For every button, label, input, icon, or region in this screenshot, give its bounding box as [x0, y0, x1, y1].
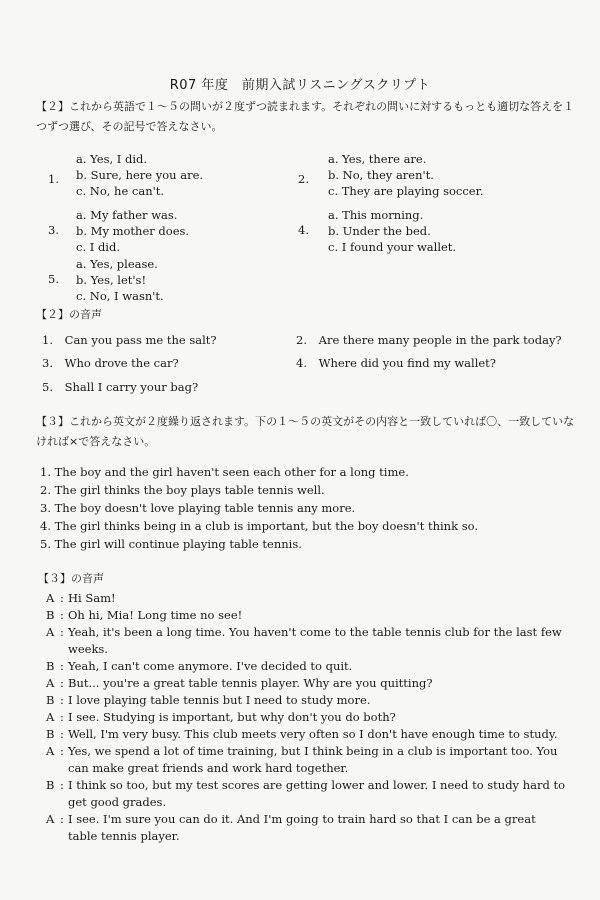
option: a. This morning.	[328, 208, 424, 222]
statement: 2. The girl thinks the boy plays table tennis well.	[40, 483, 325, 497]
option: b. Under the bed.	[328, 224, 431, 238]
section2-audio-heading: 【２】の音声	[36, 308, 102, 321]
dialogue-line: A : But... you're a great table tennis player. Why are you quitting?	[46, 676, 433, 690]
audio-line	[296, 356, 496, 370]
option: c. I did.	[76, 240, 121, 254]
statement: 1. The boy and the girl haven't seen each other for a long time.	[40, 465, 409, 479]
audio-number: 2.	[296, 333, 307, 347]
question-number: 4.	[298, 223, 309, 237]
section2-instruction: 【２】これから英語で１～５の問いが２度ずつ読まれます。それぞれの問いに対するもっとも適切な答えを１つずつ選び、その記号で答えなさい。	[36, 100, 575, 133]
audio-text: Can you pass me the salt?	[64, 333, 217, 347]
option: b. Sure, here you are.	[76, 168, 204, 182]
option: b. My mother does.	[76, 224, 190, 238]
option: c. No, I wasn't.	[76, 289, 164, 303]
section3-instruction: 【３】これから英文が２度繰り返されます。下の１～５の英文がその内容と一致していれば〇、一致していなければ×で答えなさい。	[36, 415, 575, 448]
question-options	[76, 207, 189, 255]
audio-line	[42, 380, 198, 394]
option: c. They are playing soccer.	[328, 184, 484, 198]
audio-text: Shall I carry your bag?	[64, 380, 199, 394]
dialogue-line: A : Hi Sam!	[46, 591, 116, 605]
dialogue-line: B : Well, I'm very busy. This club meets very often so I don't have enough time to study.	[46, 727, 558, 741]
dialogue-line: B : I think so too, but my test scores are getting lower and lower. I need to study hard to get good grades.	[46, 778, 566, 809]
audio-number: 1.	[42, 333, 53, 347]
option: a. Yes, I did.	[76, 152, 148, 166]
option: a. Yes, there are.	[328, 152, 427, 166]
question-options	[328, 207, 456, 255]
dialogue-line: A : Yes, we spend a lot of time training, but I think being in a club is important too. You can make great friends and work hard together.	[46, 744, 558, 775]
option: a. My father was.	[76, 208, 178, 222]
dialogue	[46, 590, 566, 845]
dialogue-line: B : I love playing table tennis but I need to study more.	[46, 693, 371, 707]
statement: 5. The girl will continue playing table tennis.	[40, 537, 302, 551]
audio-line	[296, 333, 562, 347]
audio-number: 4.	[296, 356, 307, 370]
audio-text: Are there many people in the park today?	[318, 333, 562, 347]
question-number: 3.	[48, 223, 59, 237]
dialogue-line: B : Oh hi, Mia! Long time no see!	[46, 608, 243, 622]
dialogue-line: A : I see. I'm sure you can do it. And I'm going to train hard so that I can be a great table tennis player.	[46, 812, 536, 843]
option: b. Yes, let's!	[76, 273, 147, 287]
question-options	[76, 256, 164, 304]
audio-line	[42, 356, 179, 370]
option: b. No, they aren't.	[328, 168, 434, 182]
audio-text: Where did you find my wallet?	[318, 356, 496, 370]
section3-audio-heading: 【３】の音声	[38, 572, 104, 585]
dialogue-line: A : I see. Studying is important, but why don't you do both?	[46, 710, 396, 724]
statement: 3. The boy doesn't love playing table tennis any more.	[40, 501, 356, 515]
question-number: 5.	[48, 272, 59, 286]
question-number: 2.	[298, 172, 309, 186]
option: a. Yes, please.	[76, 257, 158, 271]
audio-number: 3.	[42, 356, 53, 370]
statement: 4. The girl thinks being in a club is important, but the boy doesn't think so.	[40, 519, 478, 533]
question-number: 1.	[48, 172, 59, 186]
option: c. No, he can't.	[76, 184, 165, 198]
dialogue-line: B : Yeah, I can't come anymore. I've decided to quit.	[46, 659, 353, 673]
statement-list	[40, 464, 580, 553]
page-title: R07 年度 前期入試リスニングスクリプト	[169, 78, 431, 93]
option: c. I found your wallet.	[328, 240, 457, 254]
question-options	[76, 151, 203, 199]
question-options	[328, 151, 484, 199]
audio-text: Who drove the car?	[64, 356, 179, 370]
audio-number: 5.	[42, 380, 53, 394]
audio-line	[42, 333, 217, 347]
dialogue-line: A : Yeah, it's been a long time. You haven't come to the table tennis club for the last few weeks.	[46, 625, 562, 656]
